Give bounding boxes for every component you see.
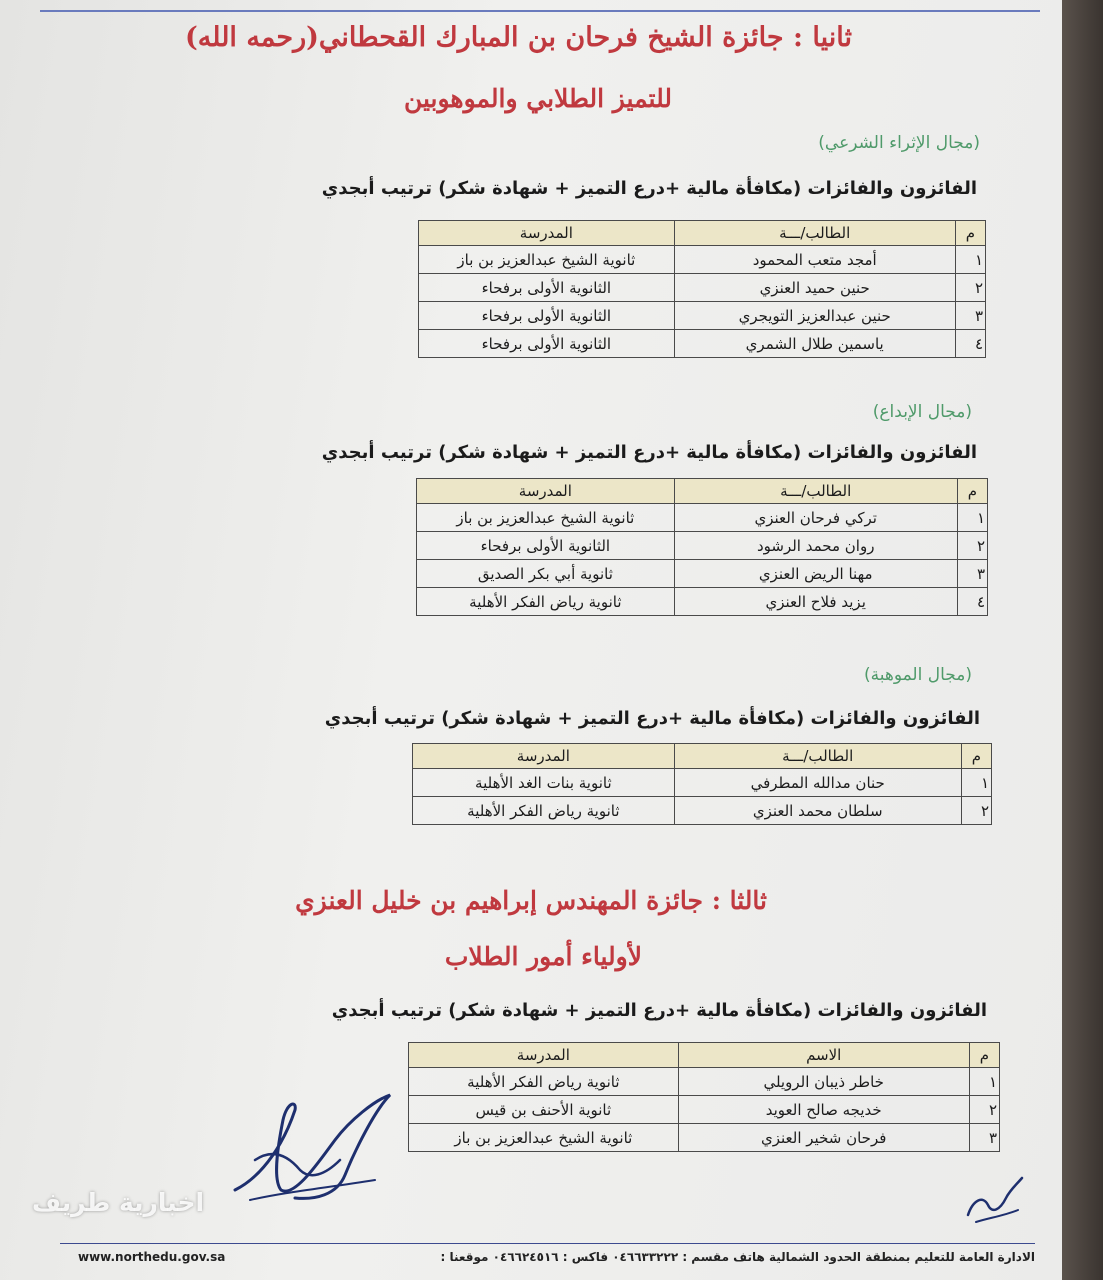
- school-name: ثانوية أبي بكر الصديق: [417, 560, 675, 588]
- table-row: [417, 588, 988, 616]
- table-row: [419, 246, 986, 274]
- col-school-header: المدرسة: [413, 744, 675, 769]
- section2-title: ثانيا : جائزة الشيخ فرحان بن المبارك القحطاني(رحمه الله): [185, 22, 852, 53]
- col-index-header: م: [957, 479, 987, 504]
- student-name: حنين حميد العنزي: [674, 274, 955, 302]
- section3-table: [408, 1042, 1000, 1152]
- section3-subtitle: لأولياء أمور الطلاب: [444, 942, 642, 971]
- school-name: الثانوية الأولى برفحاء: [419, 330, 675, 358]
- watermark-text: اخبارية طريف: [32, 1188, 205, 1217]
- row-index: ١: [961, 769, 991, 797]
- col-index-header: م: [955, 221, 985, 246]
- col-index-header: م: [969, 1043, 999, 1068]
- row-index: ١: [955, 246, 985, 274]
- parent-name: خديجه صالح العويد: [678, 1096, 969, 1124]
- student-name: سلطان محمد العنزي: [674, 797, 961, 825]
- student-name: يزيد فلاح العنزي: [674, 588, 957, 616]
- school-name: ثانوية رياض الفكر الأهلية: [409, 1068, 679, 1096]
- school-name: الثانوية الأولى برفحاء: [419, 274, 675, 302]
- table-row: [413, 797, 992, 825]
- table-row: [413, 769, 992, 797]
- table-row: [409, 1068, 1000, 1096]
- field-2-heading: الفائزون والفائزات (مكافأة مالية +درع التميز + شهادة شكر) ترتيب أبجدي: [321, 442, 977, 463]
- row-index: ٣: [955, 302, 985, 330]
- table-row: [419, 302, 986, 330]
- student-name: ياسمين طلال الشمري: [674, 330, 955, 358]
- field-1-title: (مجال الإثراء الشرعي): [818, 133, 980, 153]
- table-header-row: [417, 479, 988, 504]
- student-name: روان محمد الرشود: [674, 532, 957, 560]
- table-row: [417, 560, 988, 588]
- table-row: [409, 1124, 1000, 1152]
- field-3-table: [412, 743, 992, 825]
- background-edge: [1062, 0, 1103, 1280]
- school-name: الثانوية الأولى برفحاء: [417, 532, 675, 560]
- school-name: ثانوية رياض الفكر الأهلية: [417, 588, 675, 616]
- school-name: الثانوية الأولى برفحاء: [419, 302, 675, 330]
- col-school-header: المدرسة: [409, 1043, 679, 1068]
- row-index: ٤: [955, 330, 985, 358]
- field-2-title: (مجال الإبداع): [872, 402, 972, 422]
- footer-website[interactable]: www.northedu.gov.sa: [78, 1250, 226, 1264]
- row-index: ٢: [957, 532, 987, 560]
- row-index: ٣: [969, 1124, 999, 1152]
- row-index: ٤: [957, 588, 987, 616]
- col-student-header: الطالب/ـــة: [674, 221, 955, 246]
- row-index: ٢: [955, 274, 985, 302]
- table-row: [419, 274, 986, 302]
- col-school-header: المدرسة: [419, 221, 675, 246]
- col-student-header: الطالب/ـــة: [674, 479, 957, 504]
- field-1-table: [418, 220, 986, 358]
- row-index: ١: [969, 1068, 999, 1096]
- parent-name: خاطر ذيبان الرويلي: [678, 1068, 969, 1096]
- col-index-header: م: [961, 744, 991, 769]
- student-name: حنين عبدالعزيز التويجري: [674, 302, 955, 330]
- row-index: ١: [957, 504, 987, 532]
- col-school-header: المدرسة: [417, 479, 675, 504]
- section3-title: ثالثا : جائزة المهندس إبراهيم بن خليل العنزي: [295, 886, 767, 915]
- table-header-row: [413, 744, 992, 769]
- footer-address: الادارة العامة للتعليم بمنطقة الحدود الشمالية هاتف مقسم : ٠٤٦٦٣٣٢٢٢ فاكس : ٠٤٦٦٢٤٥١٦ موقعنا :: [440, 1250, 1035, 1264]
- top-rule: [40, 10, 1040, 12]
- col-student-header: الطالب/ـــة: [674, 744, 961, 769]
- table-row: [417, 504, 988, 532]
- col-name-header: الاسم: [678, 1043, 969, 1068]
- student-name: أمجد متعب المحمود: [674, 246, 955, 274]
- row-index: ٣: [957, 560, 987, 588]
- row-index: ٢: [961, 797, 991, 825]
- table-header-row: [419, 221, 986, 246]
- school-name: ثانوية الأحنف بن قيس: [409, 1096, 679, 1124]
- footer-rule: [60, 1243, 1035, 1244]
- field-3-heading: الفائزون والفائزات (مكافأة مالية +درع التميز + شهادة شكر) ترتيب أبجدي: [324, 708, 980, 729]
- school-name: ثانوية رياض الفكر الأهلية: [413, 797, 675, 825]
- field-3-title: (مجال الموهبة): [863, 665, 972, 685]
- student-name: مهنا الريض العنزي: [674, 560, 957, 588]
- school-name: ثانوية الشيخ عبدالعزيز بن باز: [417, 504, 675, 532]
- section3-heading: الفائزون والفائزات (مكافأة مالية +درع التميز + شهادة شكر) ترتيب أبجدي: [331, 1000, 987, 1021]
- signature-right: [958, 1170, 1028, 1230]
- row-index: ٢: [969, 1096, 999, 1124]
- parent-name: فرحان شخير العنزي: [678, 1124, 969, 1152]
- school-name: ثانوية الشيخ عبدالعزيز بن باز: [419, 246, 675, 274]
- field-1-heading: الفائزون والفائزات (مكافأة مالية +درع التميز + شهادة شكر) ترتيب أبجدي: [321, 178, 977, 199]
- table-row: [409, 1096, 1000, 1124]
- signature-left: [225, 1080, 405, 1220]
- table-row: [419, 330, 986, 358]
- table-row: [417, 532, 988, 560]
- table-header-row: [409, 1043, 1000, 1068]
- school-name: ثانوية بنات الغد الأهلية: [413, 769, 675, 797]
- student-name: حنان مدالله المطرفي: [674, 769, 961, 797]
- student-name: تركي فرحان العنزي: [674, 504, 957, 532]
- field-2-table: [416, 478, 988, 616]
- section2-subtitle: للتميز الطلابي والموهوبين: [403, 84, 672, 113]
- school-name: ثانوية الشيخ عبدالعزيز بن باز: [409, 1124, 679, 1152]
